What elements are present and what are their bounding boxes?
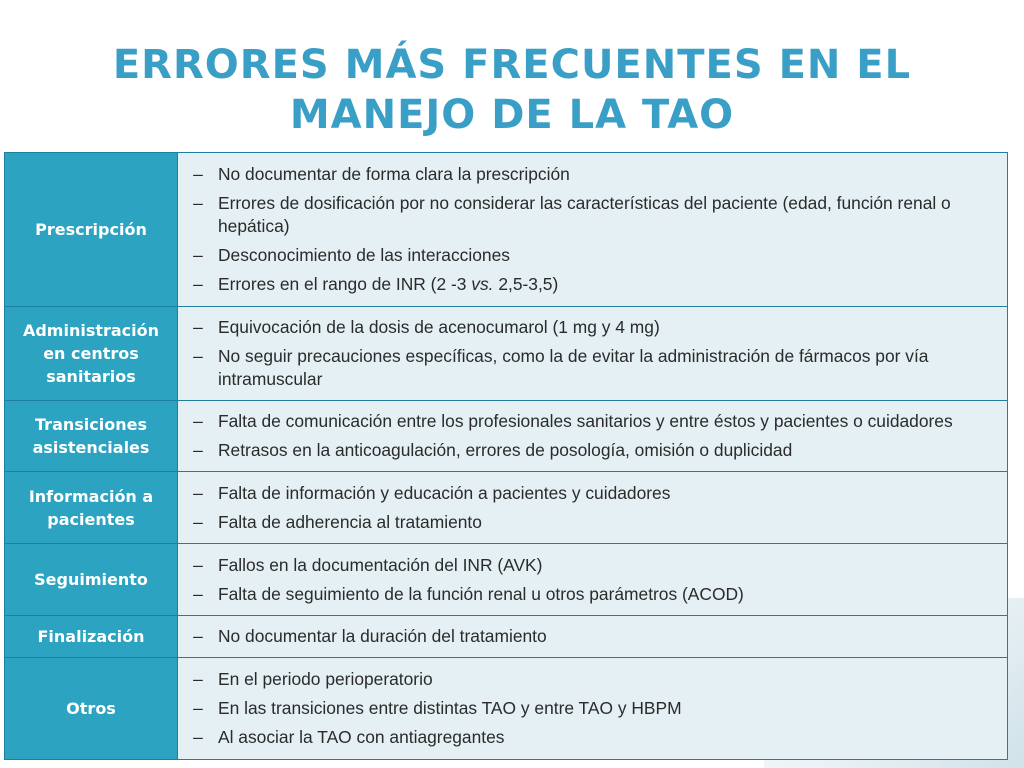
slide-title-line-1: ERRORES MÁS FRECUENTES EN EL (112, 42, 912, 88)
slide-title-line-2: MANEJO DE LA TAO (289, 92, 735, 138)
category-cell: Prescripción (5, 153, 178, 307)
items-cell (178, 544, 1008, 616)
dash-icon: – (193, 511, 203, 532)
slide-title (0, 40, 1024, 140)
category-cell: Seguimiento (5, 544, 178, 616)
table-row-transiciones (5, 401, 1008, 472)
table-row-otros (5, 658, 1008, 760)
category-cell: Finalización (5, 616, 178, 658)
item-list (188, 625, 997, 648)
list-item: – No documentar de forma clara la prescripción (188, 163, 997, 186)
items-cell (178, 616, 1008, 658)
items-cell (178, 472, 1008, 544)
list-item: – Desconocimiento de las interacciones (188, 244, 997, 267)
dash-icon: – (193, 626, 203, 646)
list-item: – Al asociar la TAO con antiagregantes (188, 726, 997, 749)
dash-icon: – (193, 346, 203, 366)
items-cell (178, 401, 1008, 472)
list-item: – Falta de seguimiento de la función renal u otros parámetros (ACOD) (188, 583, 997, 606)
list-item: – Equivocación de la dosis de acenocumarol (1 mg y 4 mg) (188, 316, 997, 339)
dash-icon: – (193, 317, 203, 337)
list-item: – Errores en el rango de INR (2 -3 vs. 2,5-3,5) (188, 273, 997, 296)
dash-icon: – (193, 193, 203, 213)
list-item: – Falta de información y educación a pacientes y cuidadores (188, 482, 997, 505)
item-list (188, 482, 997, 534)
list-item: – En las transiciones entre distintas TAO y entre TAO y HBPM (188, 697, 997, 720)
dash-icon: – (193, 274, 203, 294)
dash-icon: – (193, 583, 203, 604)
dash-icon: – (193, 698, 203, 718)
list-item: – Falta de adherencia al tratamiento (188, 511, 997, 534)
list-item: – No documentar la duración del tratamiento (188, 625, 997, 648)
table-row-prescripcion (5, 153, 1008, 307)
items-cell (178, 658, 1008, 760)
category-cell: Información a pacientes (5, 472, 178, 544)
table-row-administracion (5, 307, 1008, 401)
category-cell: Administración en centros sanitarios (5, 307, 178, 401)
list-item: – Fallos en la documentación del INR (AVK) (188, 554, 997, 577)
category-cell: Transiciones asistenciales (5, 401, 178, 472)
item-list (188, 668, 997, 749)
list-item: – Errores de dosificación por no considerar las características del paciente (edad, función renal o hepática) (188, 192, 997, 238)
item-list (188, 163, 997, 296)
item-list (188, 410, 997, 462)
dash-icon: – (193, 669, 203, 689)
dash-icon: – (193, 164, 203, 184)
dash-icon: – (193, 440, 203, 460)
list-item: – En el periodo perioperatorio (188, 668, 997, 691)
dash-icon: – (193, 411, 203, 431)
item-list (188, 554, 997, 606)
list-item: – Falta de comunicación entre los profesionales sanitarios y entre éstos y pacientes o cuidadores (188, 410, 997, 433)
table-row-seguimiento (5, 544, 1008, 616)
table-row-informacion (5, 472, 1008, 544)
category-cell: Otros (5, 658, 178, 760)
dash-icon: – (193, 482, 203, 503)
dash-icon: – (193, 727, 203, 747)
items-cell (178, 307, 1008, 401)
list-item: – Retrasos en la anticoagulación, errores de posología, omisión o duplicidad (188, 439, 997, 462)
list-item: – No seguir precauciones específicas, como la de evitar la administración de fármacos por vía intramuscular (188, 345, 997, 391)
dash-icon: – (193, 554, 203, 575)
errors-table (4, 152, 1008, 760)
dash-icon: – (193, 245, 203, 265)
table-row-finalizacion (5, 616, 1008, 658)
item-list (188, 316, 997, 391)
items-cell (178, 153, 1008, 307)
